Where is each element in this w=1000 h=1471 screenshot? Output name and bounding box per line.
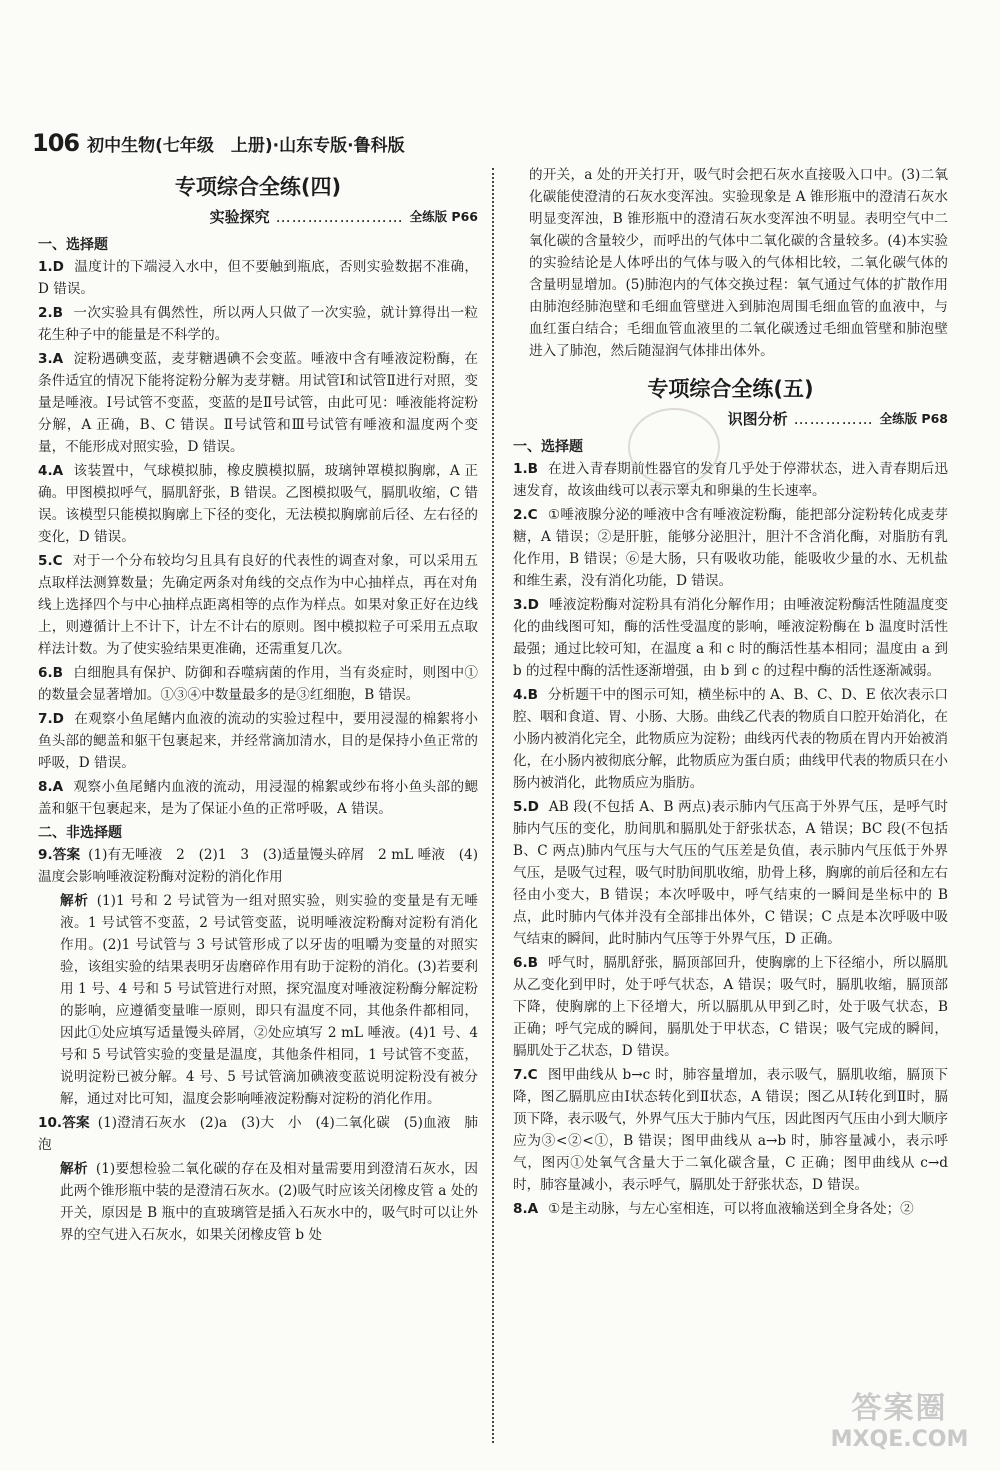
- answer-text: 温度计的下端浸入水中，但不要触到瓶底，否则实验数据不准确，D 错误。: [38, 259, 478, 297]
- watermark-url: MXQE.COM: [830, 1427, 969, 1452]
- site-watermark: [817, 1391, 982, 1461]
- answer-number: 5.D: [513, 799, 539, 815]
- answer-text: (1)澄清石灰水 (2)a (3)大 小 (4)二氧化碳 (5)血液 肺泡: [38, 1115, 478, 1153]
- answer-number: 2.B: [38, 305, 63, 321]
- answer-item: [513, 504, 948, 592]
- question-number: 9.: [38, 847, 53, 863]
- answer-item: [513, 684, 948, 794]
- subsection-heading: [513, 406, 948, 432]
- answer-text: 白细胞具有保护、防御和吞噬病菌的作用，当有炎症时，则图中①的数量会显著增加。①③④中数量最多的是③红细胞，B 错误。: [38, 665, 478, 703]
- answer-text: 对于一个分布较均匀且具有良好的代表性的调查对象，可以采用五点取样法测算数量；先确定两条对角线的交点作为中心抽样点，再在对角线上选择四个与中心抽样点距离相等的点作为样点。如果对象正好在边线上，则遵循计上不计下，计左不计右的原则。图中模拟粒子可采用五点取样法计数。为了使实验结果更准确，还需重复几次。: [38, 553, 478, 657]
- question-10-answer: [38, 1112, 478, 1156]
- answer-text: 图甲曲线从 b→c 时，肺容量增加，表示吸气，膈肌收缩，膈顶下降，图乙膈肌应由Ⅰ状态转化到Ⅱ状态，A 错误；图乙从Ⅰ转化到Ⅱ时，膈顶下降，表示吸气，外界气压大于肺内气压，因此图丙气压由小到大顺序应为③<②<①，B 错误；图甲曲线从 a→b 时，肺容量减小，表示呼气，图丙①处氧气含量大于二氧化碳含量，C 正确；图甲曲线从 c→d 时，肺容量减小，表示呼气，膈肌处于舒张状态，D 错误。: [513, 1067, 948, 1193]
- question-10-analysis: [38, 1158, 478, 1246]
- answer-label: 答案: [52, 847, 81, 863]
- answer-number: 4.B: [513, 687, 538, 703]
- answer-text: ①是主动脉，与左心室相连，可以将血液输送到全身各处；②: [548, 1201, 914, 1217]
- answer-text: 唾液淀粉酶对淀粉具有消化分解作用；由唾液淀粉酶活性随温度变化的曲线图可知，酶的活性受温度的影响，唾液淀粉酶在 b 温度时活性最强；通过比较可知，在温度 a 和 c 时的酶活性基本相同；温度由 a 到 b 的过程中酶的活性逐渐增强，由 b 到 c 的过程中酶的活性逐渐减弱。: [513, 597, 948, 679]
- answer-item: [513, 1064, 948, 1196]
- answer-text: 呼气时，膈肌舒张，膈顶部回升，使胸廓的上下径缩小，所以膈肌从乙变化到甲时，处于呼气状态，A 错误；吸气时，膈肌收缩，膈顶部下降，使胸廓的上下径增大，所以膈肌从甲到乙时，处于吸气状态，B 正确；呼气完成的瞬间，膈肌处于甲状态，C 错误；吸气完成的瞬间，膈肌处于乙状态，D 错误。: [513, 955, 948, 1059]
- answer-item: [38, 708, 478, 774]
- answer-text: 该装置中，气球模拟肺，橡皮膜模拟膈，玻璃钟罩模拟胸廓，A 正确。甲图模拟呼气，膈肌舒张，B 错误。乙图模拟吸气，膈肌收缩，C 错误。该模型只能模拟胸廓上下径的变化，无法模拟胸廓前后径、左右径的变化，D 错误。: [38, 463, 478, 545]
- leader-dots: ……………………: [275, 208, 404, 226]
- faded-stamp: [628, 408, 720, 486]
- answer-text: 淀粉遇碘变蓝，麦芽糖遇碘不会变蓝。唾液中含有唾液淀粉酶，在条件适宜的情况下能将淀粉分解为麦芽糖。用试管Ⅰ和试管Ⅱ进行对照，变量是唾液。Ⅰ号试管不变蓝，变蓝的是Ⅱ号试管，由此可见：唾液能将淀粉分解，A 正确，B、C 错误。Ⅱ号试管和Ⅲ号试管有唾液和温度两个变量，不能形成对照实验，D 错误。: [38, 351, 478, 455]
- answer-text: 在进入青春期前性器官的发育几乎处于停滞状态，进入青春期后迅速发育，故该曲线可以表示睾丸和卵巢的生长速率。: [513, 461, 948, 499]
- part-heading-nonchoice: 二、非选择题: [38, 825, 122, 841]
- answer-number: 1.D: [38, 259, 64, 275]
- leader-dots: ……………: [793, 410, 874, 428]
- question-9-answer: [38, 844, 478, 888]
- section-title-5: 专项综合全练(五): [647, 377, 814, 401]
- answer-item: [513, 594, 948, 682]
- answer-text: (1)有无唾液 2 (2)1 3 (3)适量馒头碎屑 2 mL 唾液 (4)温度会影响唾液淀粉酶对淀粉的消化作用: [38, 847, 478, 885]
- answer-text: 在观察小鱼尾鳍内血液的流动的实验过程中，要用浸湿的棉絮将小鱼头部的鳃盖和躯干包裹起来，并经常滴加清水，目的是保持小鱼正常的呼吸，D 错误。: [38, 711, 478, 771]
- answer-number: 4.A: [38, 463, 64, 479]
- analysis-label: 解析: [60, 1161, 88, 1177]
- page-reference: 全练版 P68: [879, 411, 948, 426]
- answer-text: ①唾液腺分泌的唾液中含有唾液淀粉酶，能把部分淀粉转化成麦芽糖，A 错误；②是肝脏，能够分泌胆汁，胆汁不含消化酶，对脂肪有乳化作用，B 错误；⑥是大肠，只有吸收功能，能吸收少量的水、无机盐和维生素，没有消化功能，D 错误。: [513, 507, 948, 589]
- answer-item: [38, 460, 478, 548]
- question-9-analysis: [38, 890, 478, 1110]
- answer-number: 2.C: [513, 507, 538, 523]
- answer-text: 观察小鱼尾鳍内血液的流动，用浸湿的棉絮或纱布将小鱼头部的鳃盖和躯干包裹起来，是为了保证小鱼的正常呼吸，A 错误。: [38, 779, 478, 817]
- subsection-title: 实验探究: [209, 208, 270, 226]
- answer-item: [38, 256, 478, 300]
- left-column: [38, 168, 478, 1248]
- part-heading-choice: 一、选择题: [513, 439, 583, 455]
- answer-item: [513, 952, 948, 1062]
- answer-text: 一次实验具有偶然性，所以两人只做了一次实验，就计算得出一粒花生种子中的能量是不科学的。: [38, 305, 478, 343]
- answer-item: [38, 776, 478, 820]
- answer-number: 3.D: [513, 597, 539, 613]
- answer-number: 6.B: [38, 665, 63, 681]
- answer-item: [38, 302, 478, 346]
- part-heading-choice: 一、选择题: [38, 237, 108, 253]
- answer-text: 分析题干中的图示可知，横坐标中的 A、B、C、D、E 依次表示口腔、咽和食道、胃、小肠、大肠。曲线乙代表的物质自口腔开始消化，在小肠内被消化完全，此物质应为淀粉；曲线丙代表的物质在胃内开始被消化，在小肠内被彻底分解，此物质应为蛋白质；曲线甲代表的物质只在小肠内被消化，此物质应为脂肪。: [513, 687, 948, 791]
- answer-item: [513, 458, 948, 502]
- answer-number: 1.B: [513, 461, 538, 477]
- answer-item: [513, 796, 948, 950]
- answer-number: 8.A: [38, 779, 64, 795]
- page-reference: 全练版 P66: [409, 209, 478, 224]
- page-number: 106: [32, 129, 80, 157]
- subsection-heading: [38, 204, 478, 230]
- question-number: 10.: [38, 1115, 63, 1131]
- answer-text: AB 段(不包括 A、B 两点)表示肺内气压高于外界气压，是呼气时肺内气压的变化，肋间肌和膈肌处于舒张状态，A 错误；BC 段(不包括 B、C 两点)肺内气压与大气压的气压差是负值，表示肺内气压低于外界气压，是吸气过程，吸气时肋间肌收缩，肋骨上移，胸廓的前后径和左右径由小变大，B 错误；本次呼吸中，呼气结束的一瞬间是坐标中的 B 点，此时肺内气体并没有全部排出体外，C 错误；C 点是本次呼吸中吸气结束的瞬间，此时肺内气压等于外界气压，D 正确。: [513, 799, 948, 947]
- answer-number: 3.A: [38, 351, 64, 367]
- answer-item: [513, 1198, 948, 1220]
- page-header: [32, 126, 405, 160]
- section-title-4: 专项综合全练(四): [174, 175, 342, 199]
- analysis-text: (1)1 号和 2 号试管为一组对照实验，则实验的变量是有无唾液。1 号试管不变蓝，2 号试管变蓝，说明唾液淀粉酶对淀粉有消化作用。(2)1 号试管与 3 号试管形成了以牙齿的咀嚼为变量的对照实验，该组实验的结果表明牙齿磨碎作用有助于淀粉的消化。(3)若要利用 1 号、4 号和 5 号试管进行对照，探究温度对唾液淀粉酶分解淀粉的影响，应遵循变量唯一原则，即只有温度不同，其他条件都相同，因此①处应填写适量馒头碎屑，②处应填写 2 mL 唾液。(4)1 号、4 号和 5 号试管实验的变量是温度，其他条件相同，1 号试管不变蓝，说明淀粉已被分解。4 号、5 号试管滴加碘液变蓝说明淀粉没有被分解，通过对比可知，温度会影响唾液淀粉酶对淀粉的消化作用。: [60, 893, 479, 1107]
- answer-number: 7.C: [513, 1067, 538, 1083]
- right-column: [513, 164, 948, 1222]
- answer-number: 6.B: [513, 955, 538, 971]
- answer-item: [38, 662, 478, 706]
- answer-item: [38, 550, 478, 660]
- answer-item: [38, 348, 478, 458]
- column-divider: [492, 168, 494, 1443]
- answer-label: 答案: [62, 1115, 90, 1131]
- answer-number: 5.C: [38, 553, 63, 569]
- analysis-label: 解析: [60, 893, 89, 909]
- answer-number: 8.A: [513, 1201, 539, 1217]
- subsection-title: 识图分析: [727, 410, 788, 428]
- analysis-text: (1)要想检验二氧化碳的存在及相对量需要用到澄清石灰水，因此两个锥形瓶中装的是澄清石灰水。(2)吸气时应该关闭橡皮管 a 处的开关，原因是 B 瓶中的直玻璃管是插入石灰水中的，吸气时可以让外界的空气进入石灰水，如果关闭橡皮管 b 处: [60, 1161, 479, 1243]
- book-title: 初中生物(七年级 上册)·山东专版·鲁科版: [87, 135, 405, 156]
- watermark-logo-text: 答案圈: [851, 1391, 948, 1426]
- answer-number: 7.D: [38, 711, 64, 727]
- analysis-continuation: 的开关，a 处的开关打开，吸气时会把石灰水直接吸入口中。(3)二氧化碳能使澄清的石灰水变浑浊。实验现象是 A 锥形瓶中的澄清石灰水明显变浑浊，B 锥形瓶中的澄清石灰水变浑浊不明显。表明空气中二氧化碳的含量较少，而呼出的气体中二氧化碳的含量较多。(4)本实验的实验结论是人体呼出的气体与吸入的气体相比较，二氧化碳气体的含量明显增加。(5)肺泡内的气体交换过程：氧气通过气体的扩散作用由肺泡经肺泡壁和毛细血管壁进入到肺泡周围毛细血管的血液中，与血红蛋白结合；毛细血管血液里的二氧化碳透过毛细血管壁和肺泡壁进入了肺泡，然后随湿润气体排出体外。: [529, 167, 948, 359]
